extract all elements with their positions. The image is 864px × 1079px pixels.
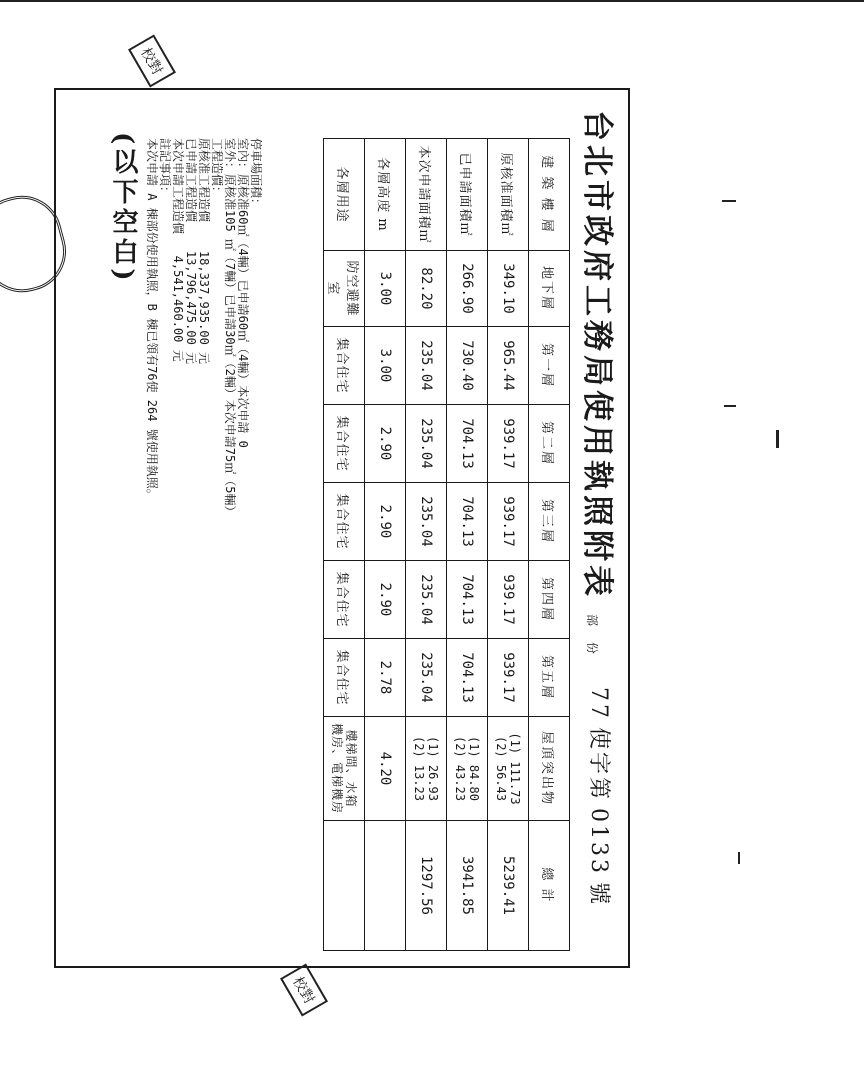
table-cell bbox=[365, 821, 406, 951]
header-cell: 第五層 bbox=[529, 639, 570, 717]
scan-mark bbox=[724, 405, 736, 407]
table-cell: 2.90 bbox=[365, 405, 406, 483]
permit-word: 使字第 bbox=[586, 726, 612, 802]
header-cell: 建 築 樓 層 bbox=[529, 139, 570, 251]
table-cell: 235.04 bbox=[406, 405, 447, 483]
notes-block bbox=[145, 138, 262, 938]
title-row bbox=[570, 110, 632, 950]
table-cell: 3941.85 bbox=[447, 821, 488, 951]
table-cell: (1) 26.93 (2) 13.23 bbox=[406, 717, 447, 821]
table-cell: 2.78 bbox=[365, 639, 406, 717]
table-cell: 235.04 bbox=[406, 561, 447, 639]
table-cell: 349.10 bbox=[488, 251, 529, 327]
header-cell: 第三層 bbox=[529, 483, 570, 561]
row-label: 各層用途 bbox=[324, 139, 365, 251]
header-cell: 第一層 bbox=[529, 327, 570, 405]
table-cell: 266.90 bbox=[447, 251, 488, 327]
annex-content bbox=[56, 90, 632, 970]
permit-serial: 0133 bbox=[586, 807, 612, 876]
header-cell: 第二層 bbox=[529, 405, 570, 483]
proofread-stamp-top: 校對 bbox=[128, 34, 176, 87]
note-line: 室外：原核准105 ㎡（7輛）已申請30㎡（2輛）本次申請75㎡（5輛） bbox=[223, 138, 237, 518]
scan-mark bbox=[776, 430, 779, 448]
header-cell: 總 計 bbox=[529, 821, 570, 951]
table-cell: 2.90 bbox=[365, 483, 406, 561]
blank-below-note: (以下空白) bbox=[108, 132, 138, 285]
permit-suffix: 號 bbox=[586, 881, 612, 907]
table-cell: 939.17 bbox=[488, 483, 529, 561]
header-cell: 地下層 bbox=[529, 251, 570, 327]
table-cell: 235.04 bbox=[406, 327, 447, 405]
note-line: 已申請工程造價 13,796,475.00 元 bbox=[184, 138, 198, 365]
table-cell: 5239.41 bbox=[488, 821, 529, 951]
note-line: 工程造價： bbox=[210, 138, 224, 199]
table-cell: 704.13 bbox=[447, 483, 488, 561]
table-cell: 939.17 bbox=[488, 561, 529, 639]
page-title: 台北市政府工務局使用執照附表 bbox=[579, 110, 616, 600]
note-line: 停車場面積： bbox=[249, 138, 263, 211]
table-cell: 939.17 bbox=[488, 405, 529, 483]
header-cell: 屋頂突出物 bbox=[529, 717, 570, 821]
permit-year: 77 bbox=[586, 686, 612, 721]
note-line: 室內：原核准60㎡（4輛）已申請60㎡（4輛）本次申請 0 bbox=[236, 138, 250, 448]
table-cell: 防空避難室 bbox=[324, 251, 365, 327]
table-cell: 965.44 bbox=[488, 327, 529, 405]
table-row bbox=[324, 139, 365, 951]
floor-area-table bbox=[323, 138, 570, 951]
table-cell: 3.00 bbox=[365, 327, 406, 405]
table-cell: 集合住宅 bbox=[324, 561, 365, 639]
table-cell: (1) 84.80 (2) 43.23 bbox=[447, 717, 488, 821]
row-label: 已申請面積㎡ bbox=[447, 139, 488, 251]
proofread-stamp-bottom: 校對 bbox=[280, 963, 328, 1016]
table-cell: 集合住宅 bbox=[324, 405, 365, 483]
table-cell: 704.13 bbox=[447, 405, 488, 483]
table-cell: 730.40 bbox=[447, 327, 488, 405]
table-cell: 3.00 bbox=[365, 251, 406, 327]
table-cell: 704.13 bbox=[447, 639, 488, 717]
title-part: 部 份 bbox=[585, 614, 600, 660]
table-cell: 集合住宅 bbox=[324, 327, 365, 405]
table-cell: 集合住宅 bbox=[324, 639, 365, 717]
note-line: 本次申請工程造價 4,541,460.00 元 bbox=[171, 138, 185, 362]
scan-mark bbox=[722, 200, 736, 202]
header-cell: 第四層 bbox=[529, 561, 570, 639]
table-cell: 235.04 bbox=[406, 639, 447, 717]
table-cell: 235.04 bbox=[406, 483, 447, 561]
scan-mark bbox=[0, 0, 864, 2]
note-line: 原核准工程造價 18,337,935.00 元 bbox=[197, 138, 211, 365]
table-cell: 集合住宅 bbox=[324, 483, 365, 561]
row-label: 本次申請面積㎡ bbox=[406, 139, 447, 251]
table-header-row bbox=[529, 139, 570, 951]
table-row bbox=[488, 139, 529, 951]
table-cell: 1297.56 bbox=[406, 821, 447, 951]
row-label: 原核准面積㎡ bbox=[488, 139, 529, 251]
table-cell: 4.20 bbox=[365, 717, 406, 821]
table-cell: (1) 111.73 (2) 56.43 bbox=[488, 717, 529, 821]
table-cell: 2.90 bbox=[365, 561, 406, 639]
table-cell: 939.17 bbox=[488, 639, 529, 717]
scan-mark bbox=[738, 852, 740, 864]
table-row bbox=[447, 139, 488, 951]
permit-number bbox=[586, 684, 617, 910]
row-label: 各層高度 m bbox=[365, 139, 406, 251]
note-line: 本次申請 A 棟部份使用執照，B 棟已領有76使 264 號使用執照。 bbox=[145, 138, 159, 501]
table-cell: 樓梯間、水箱 機房、電梯機房 bbox=[324, 717, 365, 821]
table-row bbox=[365, 139, 406, 951]
table-row bbox=[406, 139, 447, 951]
table-cell: 704.13 bbox=[447, 561, 488, 639]
table-cell: 82.20 bbox=[406, 251, 447, 327]
table-cell bbox=[324, 821, 365, 951]
note-line: 註記事項： bbox=[158, 138, 172, 199]
